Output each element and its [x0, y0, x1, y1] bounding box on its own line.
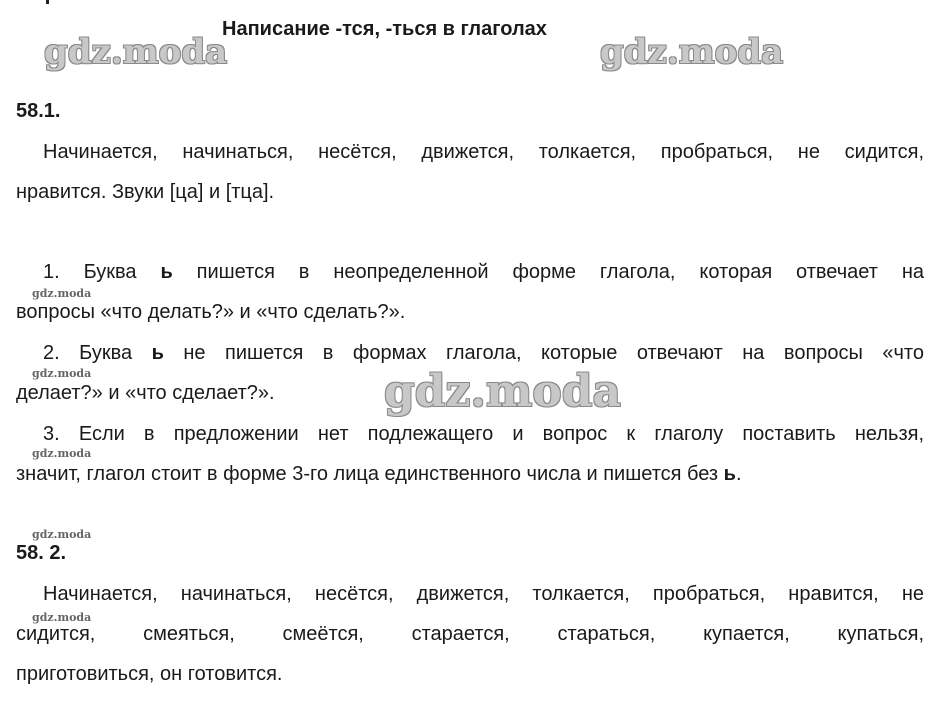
rule-letter: ь: [151, 342, 164, 364]
watermark-logo: gdz.moda: [32, 528, 92, 541]
rule-2-line: делает?» и «что сделает?».: [16, 382, 275, 404]
rule-text: пишется в неопределенной форме глагола, которая отвечает на: [172, 261, 924, 283]
rule-letter: ь: [723, 463, 736, 485]
text-line: сидится, смеяться, смеётся, старается, стараться, купается, купаться,: [16, 623, 924, 645]
rule-1-line: вопросы «что делать?» и «что сделать?».: [16, 301, 406, 323]
rule-3-line: 3. Если в предложении нет подлежащего и вопрос к глаголу поставить нельзя,: [43, 423, 924, 445]
text-line: нравится. Звуки [ца] и [тца].: [16, 181, 275, 203]
rule-text: значит, глагол стоит в форме 3-го лица единственного числа и пишется без: [16, 463, 724, 485]
watermark-logo: gdz.moda: [600, 32, 784, 72]
watermark-logo: gdz.moda: [384, 366, 622, 417]
watermark-logo: gdz.moda: [44, 32, 228, 72]
top-edge-mark: [46, 0, 49, 4]
rule-text: .: [735, 463, 742, 485]
rule-text: 1. Буква: [43, 261, 161, 283]
text-line: Начинается, начинаться, несётся, движется, толкается, пробраться, не сидится,: [43, 141, 924, 163]
rule-2-line: [16, 341, 924, 365]
watermark-logo: gdz.moda: [32, 367, 92, 380]
rule-text: 2. Буква: [43, 342, 152, 364]
exercise-number: 58. 2.: [16, 542, 67, 564]
watermark-logo: gdz.moda: [32, 611, 92, 624]
watermark-logo: gdz.moda: [32, 287, 92, 300]
rule-text: не пишется в формах глагола, которые отвечают на вопросы «что: [163, 342, 924, 364]
exercise-number: 58.1.: [16, 100, 61, 122]
rule-3-line: [16, 462, 924, 486]
watermark-logo: gdz.moda: [32, 447, 92, 460]
rule-1-line: [16, 260, 924, 284]
text-line: приготовиться, он готовится.: [16, 663, 283, 685]
rule-letter: ь: [160, 261, 173, 283]
text-line: Начинается, начинаться, несётся, движется, толкается, пробраться, нравится, не: [43, 583, 924, 605]
page-title: Написание -тся, -ться в глаголах: [222, 18, 547, 40]
